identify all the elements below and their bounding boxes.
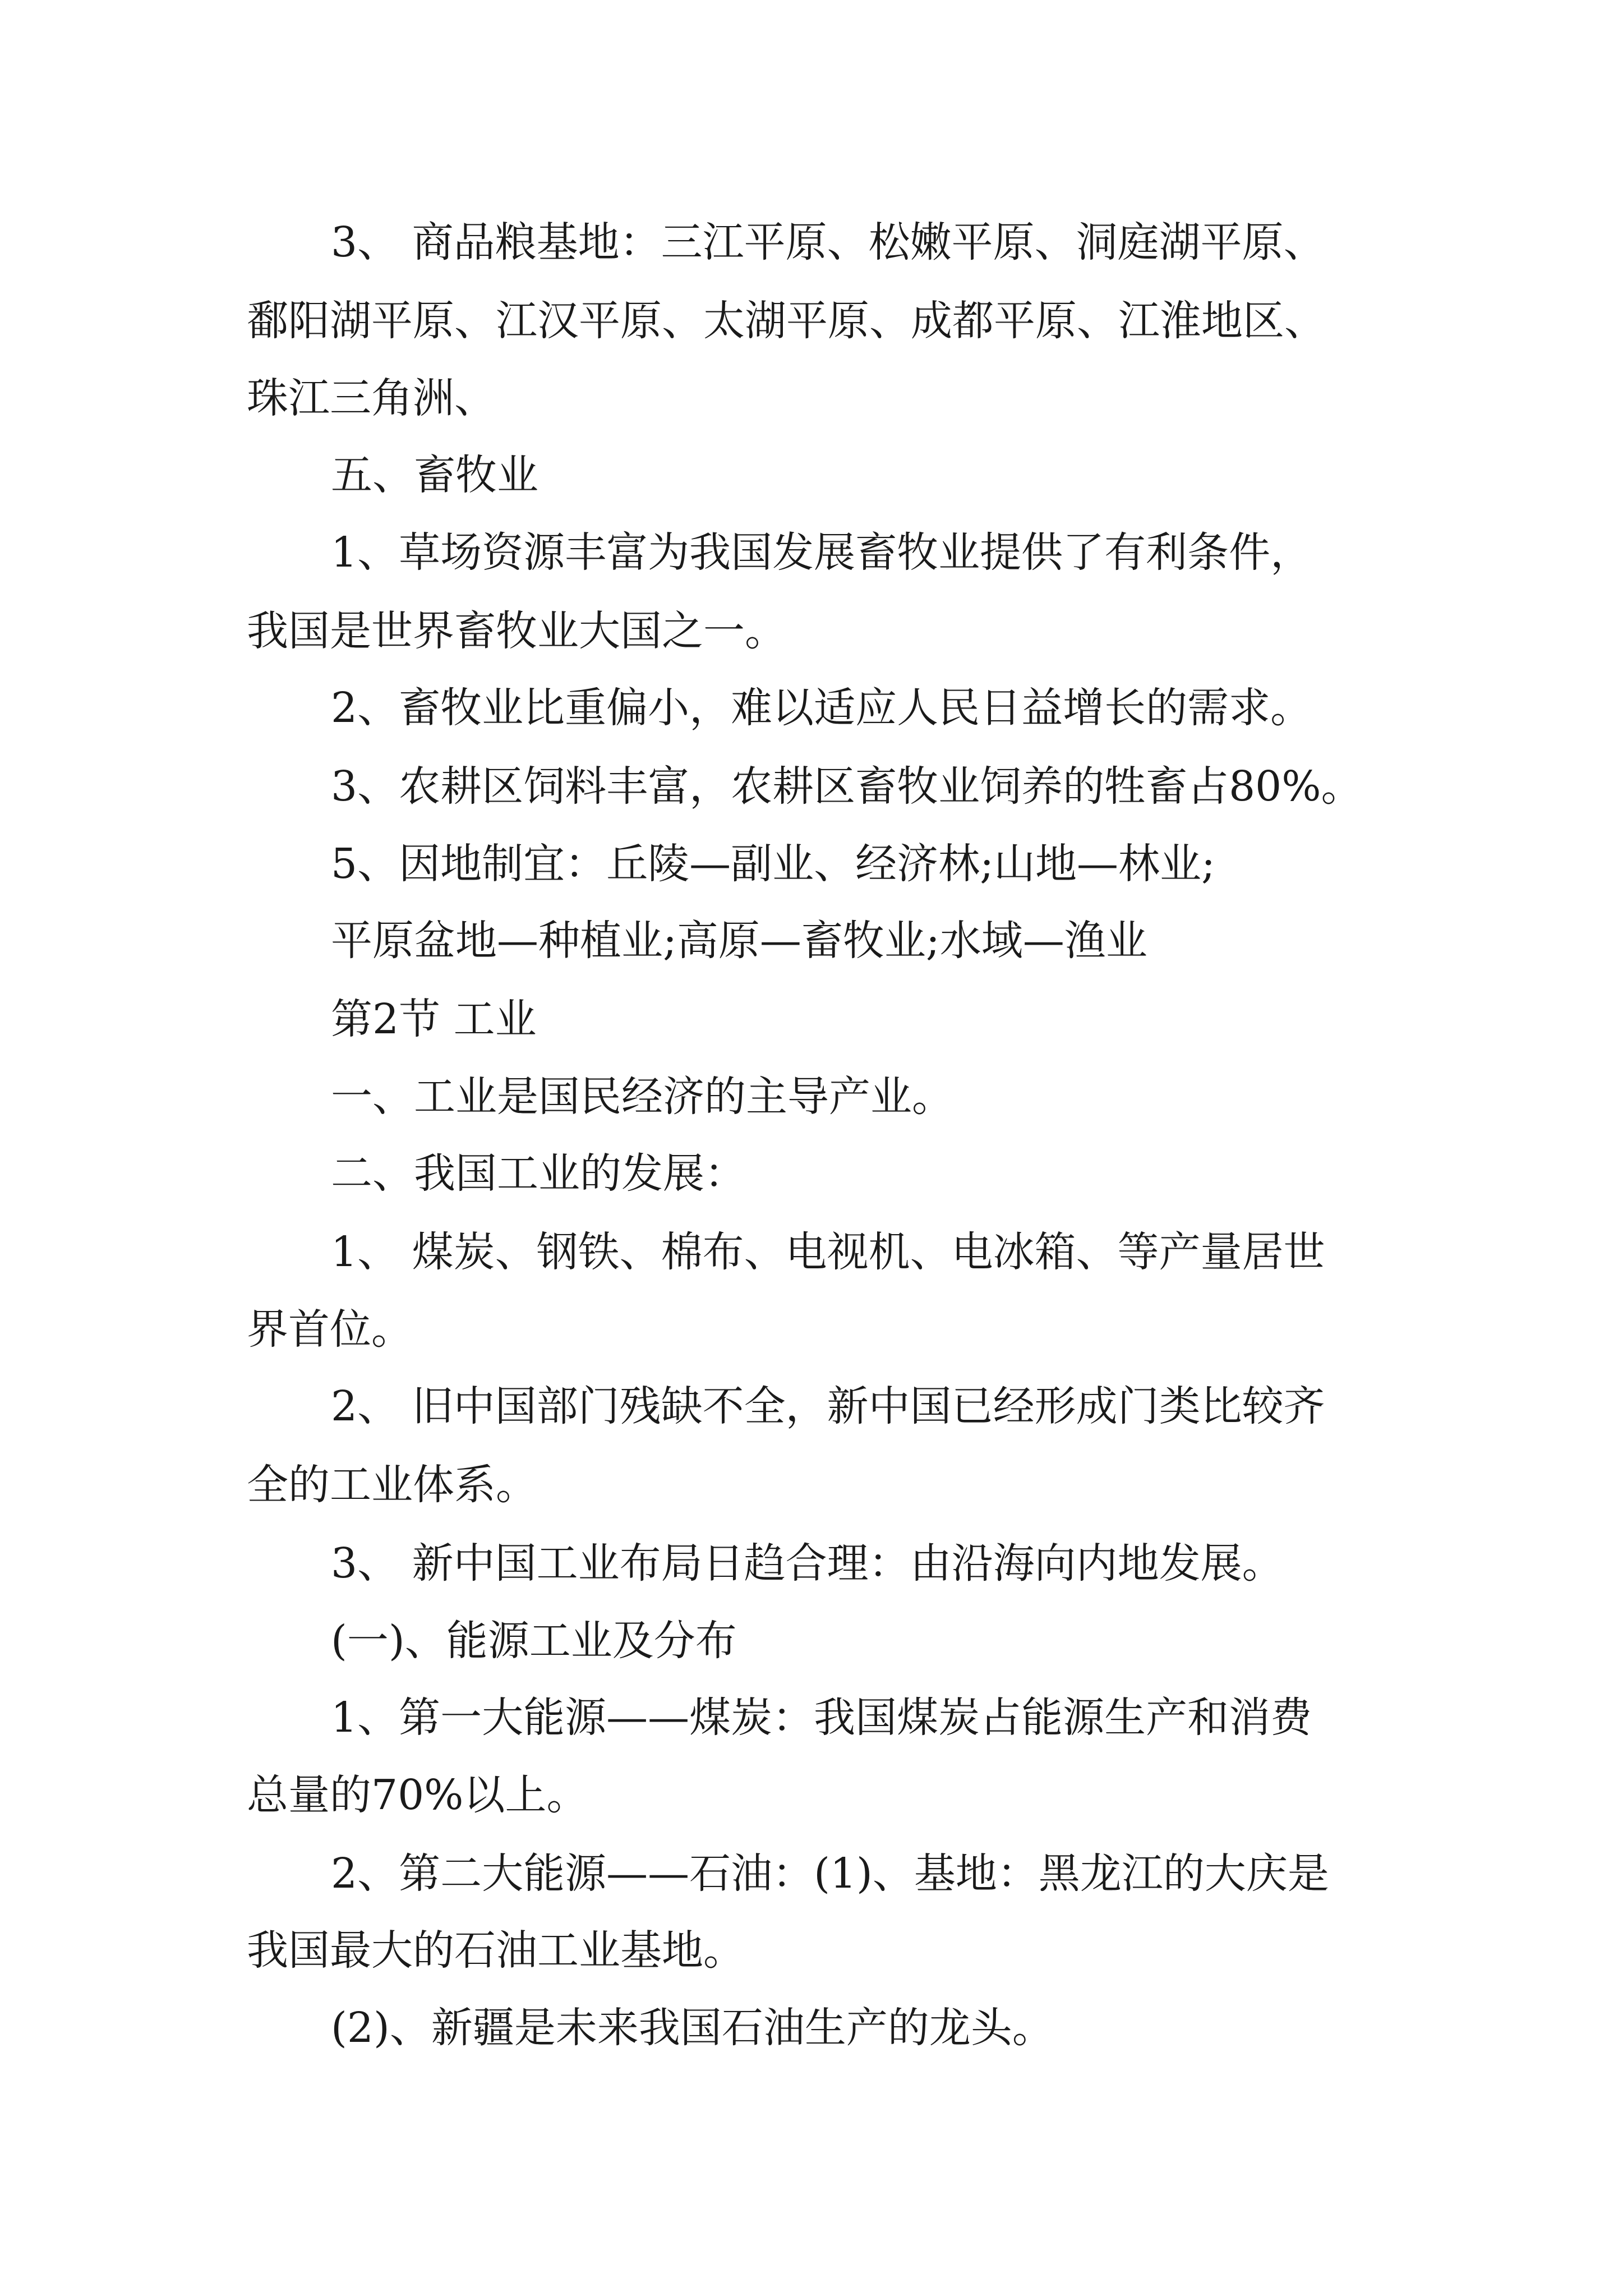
text-line: 总量的70%以上。 xyxy=(247,1771,588,1819)
text-line: 平原盆地—种植业;高原—畜牧业;水域—渔业 xyxy=(331,917,1147,965)
text-line: 1、 煤炭、钢铁、棉布、电视机、电冰箱、等产量居世 xyxy=(331,1228,1325,1276)
text-line: 我国最大的石油工业基地。 xyxy=(247,1926,745,1975)
text-line: 二、我国工业的发展： xyxy=(331,1149,746,1198)
text-line: 全的工业体系。 xyxy=(247,1461,537,1509)
text-line: 我国是世界畜牧业大国之一。 xyxy=(247,607,786,655)
text-line: 界首位。 xyxy=(247,1305,413,1354)
section-heading: 第2节 工业 xyxy=(331,995,537,1043)
section-heading: (一)、能源工业及分布 xyxy=(331,1617,737,1665)
text-line: 鄱阳湖平原、江汉平原、太湖平原、成都平原、江淮地区、 xyxy=(247,297,1326,345)
text-line: 1、第一大能源——煤炭：我国煤炭占能源生产和消费 xyxy=(331,1694,1312,1742)
text-line: 5、因地制宜：丘陵—副业、经济林;山地—林业; xyxy=(331,840,1215,888)
text-line: 3、农耕区饲料丰富，农耕区畜牧业饲养的牲畜占80%。 xyxy=(331,762,1363,811)
text-line: 1、草场资源丰富为我国发展畜牧业提供了有利条件， xyxy=(331,528,1312,577)
text-line: 2、第二大能源——石油：(1)、基地：黑龙江的大庆是 xyxy=(331,1849,1329,1898)
section-heading: 五、畜牧业 xyxy=(331,451,538,499)
text-line: 3、 商品粮基地：三江平原、松嫩平原、洞庭湖平原、 xyxy=(331,218,1325,266)
text-line: 2、 旧中国部门残缺不全，新中国已经形成门类比较齐 xyxy=(331,1382,1325,1430)
text-line: 3、 新中国工业布局日趋合理：由沿海向内地发展。 xyxy=(331,1539,1284,1588)
text-line: 珠江三角洲、 xyxy=(247,374,496,422)
text-line: 一、工业是国民经济的主导产业。 xyxy=(331,1073,953,1121)
text-line: 2、畜牧业比重偏小，难以适应人民日益增长的需求。 xyxy=(331,684,1312,732)
text-line: (2)、新疆是未来我国石油生产的龙头。 xyxy=(331,2004,1054,2052)
